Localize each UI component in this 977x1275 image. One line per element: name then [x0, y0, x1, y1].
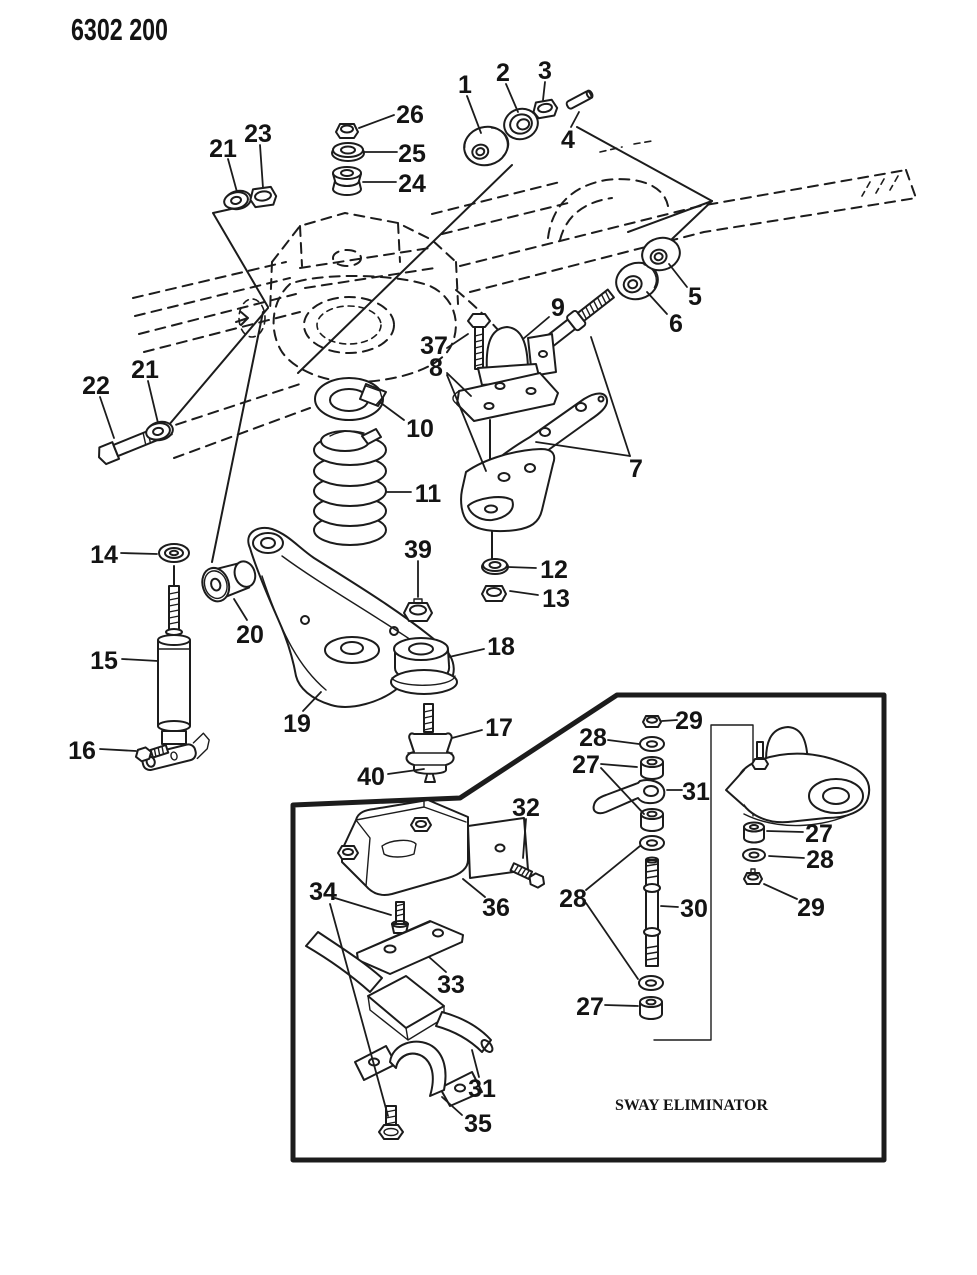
nut-23	[249, 186, 277, 207]
bushing-18	[391, 638, 457, 694]
callout-29: 29	[797, 894, 825, 922]
callout-leader-16	[100, 749, 136, 751]
callout-leader-6	[647, 292, 667, 314]
callout-leader-27	[601, 764, 637, 767]
installed-link-view	[726, 727, 869, 884]
callout-5: 5	[688, 283, 702, 311]
bushing-20	[198, 556, 260, 605]
callout-leader-28	[586, 846, 640, 890]
nut-3	[532, 99, 558, 119]
callout-leader-28	[608, 740, 639, 744]
callout-leader-21	[228, 159, 237, 192]
washer-25	[332, 143, 364, 161]
sway-bracket-36	[338, 800, 528, 895]
callout-leader-18	[449, 649, 484, 657]
callout-leader-10	[381, 403, 404, 420]
callout-31: 31	[468, 1075, 496, 1103]
callout-10: 10	[406, 415, 434, 443]
callout-21: 21	[131, 356, 159, 384]
callout-27: 27	[576, 993, 604, 1021]
callout-21: 21	[209, 135, 237, 163]
callout-leader-17	[452, 730, 482, 738]
callout-12: 12	[540, 556, 568, 584]
callout-19: 19	[283, 710, 311, 738]
callout-leader-20	[234, 599, 247, 620]
callout-labels	[68, 57, 834, 1138]
callout-leader-15	[122, 659, 158, 661]
callout-15: 15	[90, 647, 118, 675]
callout-27: 27	[572, 751, 600, 779]
callout-leader-26	[359, 115, 394, 128]
coil-spring-11	[314, 429, 386, 545]
callout-8: 8	[429, 354, 443, 382]
callout-leader-28	[769, 856, 804, 858]
callout-31: 31	[682, 778, 710, 806]
callout-32: 32	[512, 794, 540, 822]
callout-7: 7	[629, 455, 643, 483]
callout-leader-27	[767, 831, 803, 832]
callout-28: 28	[806, 846, 834, 874]
callout-leader-23	[260, 145, 263, 188]
callout-leader-33	[429, 957, 446, 972]
grommet-14	[159, 544, 189, 562]
callout-20: 20	[236, 621, 264, 649]
screw-34	[392, 902, 408, 933]
callout-leader-30	[661, 906, 678, 907]
callout-leader-34	[335, 898, 391, 915]
callout-leader-5	[669, 264, 687, 287]
callout-leader-13	[510, 591, 538, 595]
nut-26	[336, 124, 358, 138]
nut-13	[482, 586, 506, 601]
callout-leader-1	[467, 96, 481, 133]
callout-13: 13	[542, 585, 570, 613]
spring-seat-10	[315, 378, 386, 420]
callout-29: 29	[675, 707, 703, 735]
callout-1: 1	[458, 71, 472, 99]
callout-33: 33	[437, 971, 465, 999]
page-code: 6302 200	[71, 12, 168, 47]
callout-leader-12	[507, 567, 536, 568]
callout-2: 2	[496, 59, 510, 87]
callout-23: 23	[244, 120, 272, 148]
callout-16: 16	[68, 737, 96, 765]
callout-3: 3	[538, 57, 552, 85]
callout-9: 9	[551, 294, 565, 322]
plate-33	[357, 921, 463, 974]
callout-22: 22	[82, 372, 110, 400]
nut-39	[404, 599, 432, 621]
callout-28: 28	[579, 724, 607, 752]
callout-28: 28	[559, 885, 587, 913]
callout-leader-22	[100, 397, 114, 438]
callout-leader-27	[605, 1005, 638, 1006]
part-drawings	[96, 90, 684, 782]
callout-leaders	[100, 82, 804, 1116]
callout-4: 4	[561, 126, 575, 154]
callout-leader-14	[121, 553, 157, 554]
callout-leader-21	[148, 381, 158, 423]
stud-30	[644, 858, 660, 967]
callout-leader-34	[330, 904, 388, 1116]
callout-30: 30	[680, 895, 708, 923]
washer-12	[482, 559, 508, 574]
pin-4	[566, 90, 594, 110]
callout-leader-4	[571, 112, 579, 127]
callout-18: 18	[487, 633, 515, 661]
callout-leader-2	[506, 84, 518, 112]
clamp-35	[355, 1042, 482, 1106]
inset-title: SWAY ELIMINATOR	[615, 1097, 769, 1114]
callout-leader-37	[447, 334, 468, 348]
callout-36: 36	[482, 894, 510, 922]
bracket-8-lower	[461, 449, 554, 531]
shock-absorber-15	[139, 566, 212, 772]
bushing-24	[333, 167, 361, 195]
callout-27: 27	[805, 820, 833, 848]
callout-26: 26	[396, 101, 424, 129]
callout-40: 40	[357, 763, 385, 791]
callout-leader-29	[764, 884, 797, 899]
callout-34: 34	[309, 878, 337, 906]
callout-14: 14	[90, 541, 118, 569]
callout-35: 35	[464, 1110, 492, 1138]
callout-11: 11	[414, 480, 442, 508]
callout-17: 17	[485, 714, 513, 742]
callout-37: 37	[420, 332, 448, 360]
callout-leader-28	[586, 903, 638, 979]
callout-39: 39	[404, 536, 432, 564]
bolt-34b	[379, 1106, 403, 1139]
callout-24: 24	[398, 170, 426, 198]
bracket-8-upper	[453, 373, 558, 421]
callout-25: 25	[398, 140, 426, 168]
callout-6: 6	[669, 310, 683, 338]
